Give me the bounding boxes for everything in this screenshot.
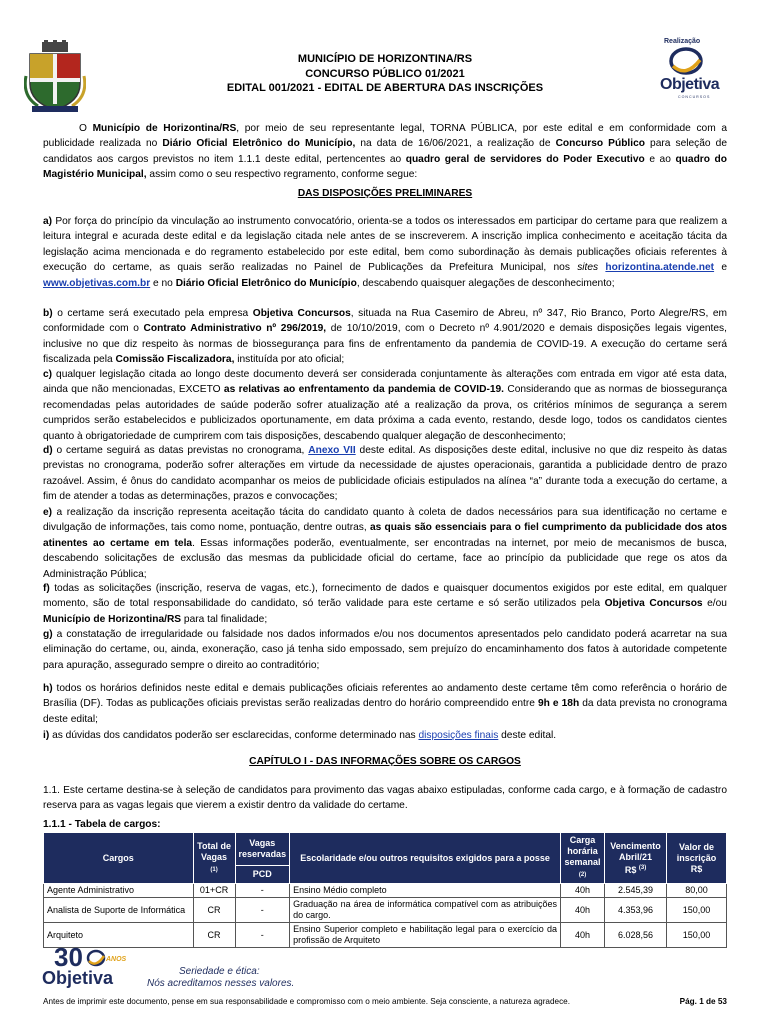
th-carga: Carga horária semanal (2): [561, 833, 605, 884]
item-b: b) o certame será executado pela empresa Objetiva Concursos, situada na Rua Casemiro de Abreu, nº 347, Rio Branco, Porto Alegre/RS, em conformidade com o Contrato Administrativo nº 296/2019, de 10/10/2019, com o Decreto nº 4.901/2020 e demais disposições legais vigentes, inclusive no que diz respeito às normas de biossegurança para fins de enfrentamento da pandemia de COVID-19. A execução do certame será fiscalizada pela Comissão Fiscalizadora, instituída por ato oficial;: [43, 308, 727, 366]
th-vencimento: Vencimento Abril/21 R$ $^{(3)}$: [605, 833, 667, 884]
item-f: f) todas as solicitações (inscrição, reserva de vagas, etc.), fornecimento de dados e quaisquer documentos exigidos por este edital, em qualquer momento, são de total responsabilidade do candidato, só terão validade para este certame e só serão utilizados pela Objetiva Concursos e/ou Município de Horizontina/RS para tal finalidade;: [43, 583, 727, 625]
item-i: i) as dúvidas dos candidatos poderão ser esclarecidas, conforme determinado nas disposições finais deste edital.: [43, 730, 557, 741]
header-edital: EDITAL 001/2021 - EDITAL DE ABERTURA DAS INSCRIÇÕES: [226, 82, 544, 94]
chapter-1-heading: CAPÍTULO I - DAS INFORMAÇÕES SOBRE OS CARGOS: [249, 756, 521, 767]
th-reservadas: Vagas reservadas: [235, 833, 290, 866]
paragraph-1-1: 1.1. Este certame destina-se à seleção de candidatos para provimento das vagas abaixo estipuladas, conforme cada cargo, e à formação de cadastro reserva para as vagas legais que vierem a existir dentro da validade do certame.: [43, 785, 727, 812]
footer: [43, 997, 727, 1006]
cell-pcd: -: [235, 884, 290, 898]
link-disposicoes-finais[interactable]: disposições finais: [418, 730, 499, 741]
logo-name: Objetiva: [42, 968, 114, 988]
footer-note: Antes de imprimir este documento, pense em sua responsabilidade e compromisso com o meio ambiente. Seja consciente, a natureza agradece.: [43, 997, 571, 1006]
cell-valor: 80,00: [667, 884, 727, 898]
cell-cargo: Analista de Suporte de Informática: [44, 898, 194, 923]
section-preliminares-heading: DAS DISPOSIÇÕES PRELIMINARES: [297, 188, 473, 199]
intro-paragraph: O Município de Horizontina/RS, por meio de seu representante legal, TORNA PÚBLICA, por este edital e em conformidade com a publicidade realizada no Diário Oficial Eletrônico do Município, na data de 16/06/2021, a realização de Concurso Público para seleção de candidatos aos cargos previstos no item 1.1.1 deste edital, pertencentes ao quadro geral de servidores do Poder Executivo e ao quadro do Magistério Municipal, assim como o seu respectivo regramento, conforme segue:: [43, 123, 728, 181]
link-horizontina[interactable]: horizontina.atende.net: [605, 262, 715, 274]
logo-caption: Realização: [664, 38, 701, 45]
header-contest: CONCURSO PÚBLICO 01/2021: [305, 67, 465, 80]
cell-escolaridade: Ensino Médio completo: [290, 884, 561, 898]
th-valor: Valor de inscrição R$: [667, 833, 727, 884]
cell-carga: 40h: [561, 898, 605, 923]
cell-carga: 40h: [561, 884, 605, 898]
item-g: g) a constatação de irregularidade ou falsidade nos dados informados e/ou nos documentos apresentados pelo candidato poderá acarretar na sua eliminação do certame, ou, ainda, exoneração, caso já tenha sido empossado, sem prejuízo do encaminhamento dos fatos à autoridade competente para apuração, assegurado sempre o direito ao contraditório;: [43, 629, 727, 671]
cell-vencimento: 2.545,39: [605, 884, 667, 898]
objetiva-swirl-icon: [86, 948, 106, 968]
item-h: h) todos os horários definidos neste edital e demais publicações oficiais referentes ao andamento deste certame têm como referência o horário de Brasília (DF). Todas as publicações oficiais previstas serão realizadas dentro do horário compreendido entre 9h e 18h da data prevista no cronograma deste edital;: [43, 683, 727, 725]
page-number: Pág. 1 de 53: [679, 997, 727, 1006]
table-row: [44, 884, 727, 898]
header-municipality: MUNICÍPIO DE HORIZONTINA/RS: [297, 53, 473, 65]
cell-total: 01+CR: [193, 884, 235, 898]
cell-cargo: Agente Administrativo: [44, 884, 194, 898]
footer-30-anos-logo: [40, 944, 140, 992]
cell-total: CR: [193, 898, 235, 923]
objetiva-swirl-icon: [668, 46, 704, 76]
cell-escolaridade: Ensino Superior completo e habilitação legal para o exercício da profissão de Arquiteto: [290, 923, 561, 948]
cell-cargo: Arquiteto: [44, 923, 194, 948]
paragraph-1-1-1: 1.1.1 - Tabela de cargos:: [43, 819, 161, 830]
cell-escolaridade: Graduação na área de informática compatível com as atribuições do cargo.: [290, 898, 561, 923]
document-header: [150, 52, 620, 96]
th-cargos: Cargos: [44, 833, 194, 884]
cell-carga: 40h: [561, 923, 605, 948]
cell-vencimento: 4.353,96: [605, 898, 667, 923]
th-escolaridade: Escolaridade e/ou outros requisitos exigidos para a posse: [290, 833, 561, 884]
th-total: Total de Vagas (1): [193, 833, 235, 884]
footer-slogan: Seriedade e ética: Nós acreditamos nesses valores.: [147, 966, 295, 989]
item-e: e) a realização da inscrição representa aceitação tácita do candidato quanto à coleta de dados necessários para sua identificação no certame e divulgação de informações, tais como nome, pontuação, dentre outras, as quais são essenciais para o fiel cumprimento da publicidade dos atos atinentes ao certame em tela. Essas informações poderão, eventualmente, ser encontradas na internet, por meio de mecanismos de busca, descabendo solicitações de exclusão das mesmas da publicidade oficial do certame, face ao princípio da publicidade que rege os atos da Administração Pública;: [43, 507, 728, 580]
logo-anos: ANOS: [106, 956, 127, 963]
logo-years: 30: [54, 942, 83, 972]
link-anexo-vii[interactable]: Anexo VII: [308, 445, 356, 456]
cargos-table: [43, 832, 727, 948]
logo-subtext: C O N C U R S O S: [678, 95, 710, 99]
link-objetivas[interactable]: www.objetivas.com.br: [43, 277, 151, 289]
table-row: [44, 923, 727, 948]
municipal-crest-icon: [24, 40, 86, 114]
cell-total: CR: [193, 923, 235, 948]
cell-pcd: -: [235, 898, 290, 923]
cell-pcd: -: [235, 923, 290, 948]
item-a: a) Por força do princípio da vinculação ao instrumento convocatório, orienta-se a todos os interessados em participar do certame para que realizem a leitura integral e acurada deste edital e da legislação citada nele antes de se inscreverem. A inscrição implica conhecimento e aceitação tácita da legislação acima mencionada e do regramento estabelecido por este edital, bem como subordinação às demais publicações oficiais referentes à execução do certame, as quais serão realizadas no Painel de Publicações da Prefeitura Municipal, nos sites horizontina.atende.net e www.objetivas.com.br e no Diário Oficial Eletrônico do Município, descabendo quaisquer alegações de desconhecimento;: [43, 216, 728, 289]
cell-vencimento: 6.028,56: [605, 923, 667, 948]
th-pcd: PCD: [235, 866, 290, 884]
objetiva-logo: [648, 38, 738, 106]
cell-valor: 150,00: [667, 898, 727, 923]
logo-name: Objetiva: [660, 76, 720, 93]
item-c: c) qualquer legislação citada ao longo deste documento deverá ser considerada conjuntamente às alterações com entrada em vigor até esta data, ainda que não mencionadas, EXCETO as relativas ao enfrentamento da pandemia de COVID-19. Considerando que as normas de biossegurança recomendadas pelas autoridades de saúde poderão sofrer atualização até a realização da prova, os critérios mínimos de segurança a serem cumpridos serão estabelecidos e publicizados oportunamente, em data próxima a cada evento, restando, desde logo, todos os candidatos cientes quanto à obrigatoriedade de cumprirem com tais disposições, descabendo qualquer alegação de desconhecimento;: [43, 369, 727, 442]
cell-valor: 150,00: [667, 923, 727, 948]
item-d: d) o certame seguirá as datas previstas no cronograma, Anexo VII deste edital. As disposições deste edital, inclusive no que diz respeito às datas previstas no cronograma, poderão sofrer alterações em virtude da necessidade de ajustes operacionais, garantida a publicidade dentro de prazo razoável. Assim, é ônus do candidato acompanhar os meios de publicidade oficiais estipulados na alínea “a” durante toda a execução do certame, a fim de atender a todas as determinações, prazos e convocações;: [43, 445, 727, 503]
table-row: [44, 898, 727, 923]
